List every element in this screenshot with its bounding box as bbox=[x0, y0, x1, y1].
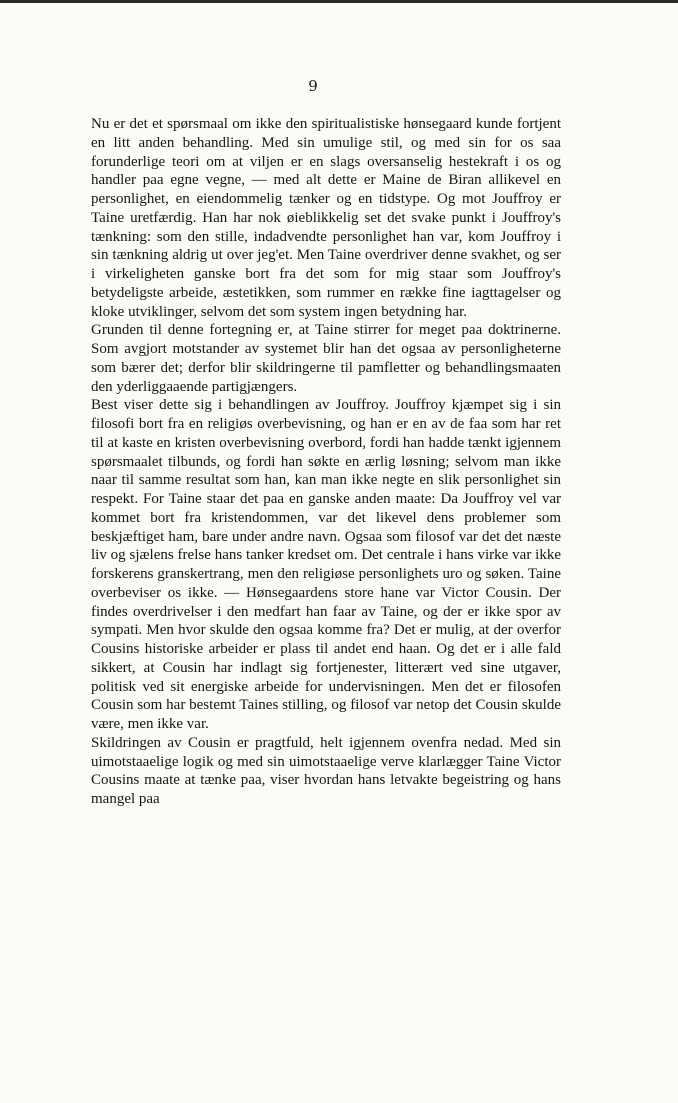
body-text bbox=[91, 115, 561, 809]
paragraph: Grunden til denne fortegning er, at Taine stirrer for meget paa doktrinerne. Som avgjort motstander av systemet blir han det ogsaa av personligheterne som bærer det; derfor blir skildringerne til pamfletter og behandlingsmaaten den yderliggaaende partigjængers. bbox=[91, 322, 561, 395]
paragraph: Best viser dette sig i behandlingen av Jouffroy. Jouffroy kjæmpet sig i sin filosofi bort fra en religiøs overbevisning, og han er en av de faa som har ret til at kaste en kristen overbevisning overbord, fordi han hadde tænkt igjennem spørsmaalet tilbunds, og fordi han søkte en ærlig løsning; selvom man ikke naar til samme resultat som han, kan man ikke negte en slik personlighet sin respekt. For Taine staar det paa en ganske anden maate: Da Jouffroy vel var kommet bort fra kristendommen, var det likevel dens problemer som beskjæftiget ham, bare under andre navn. Ogsaa som filosof var det det næste liv og sjælens frelse hans tanker kredset om. Det centrale i hans virke var ikke forskerens granskertrang, men den religiøse personlighets uro og søken. Taine overbeviser os ikke. — Hønsegaardens store hane var Victor Cousin. Der findes overdrivelser i den medfart han faar av Taine, og der er ikke spor av sympati. Men hvor skulde den ogsaa komme fra? Det er mulig, at der overfor Cousins historiske arbeider er plass til andet end haan. Og det er i alle fald sikkert, at Cousin har indlagt sig fortjenester, litterært ved sine utgaver, politisk ved sit energiske arbeide for undervisningen. Men det er filosofen Cousin som har bestemt Taines stilling, og filosof var netop det Cousin skulde være, men ikke var. bbox=[91, 397, 561, 732]
paragraph: Nu er det et spørsmaal om ikke den spiritualistiske hønsegaard kunde fortjent en litt anden behandling. Med sin umulige stil, og med sin for os saa forunderlige teori om at viljen er en slags oversanselig hestekraft i os og handler paa egne vegne, — med alt dette er Maine de Biran allikevel en personlighet, en eiendommelig tænker og en tidstype. Og mot Jouffroy er Taine uretfærdig. Han har nok øieblikkelig set det svake punkt i Jouffroy's tænkning: som den stille, indadvendte personlighet han var, kom Jouffroy i sin tænkning aldrig ut over jeg'et. Men Taine overdriver denne svakhet, og ser i virkeligheten ganske bort fra det som for mig staar som Jouffroy's betydeligste arbeide, æstetikken, som rummer en række fine iagttagelser og kloke utviklinger, selvom det som system ingen betydning har. bbox=[91, 116, 561, 320]
paragraph: Skildringen av Cousin er pragtfuld, helt igjennem ovenfra nedad. Med sin uimotstaaelige logik og med sin uimotstaaelige verve klarlægger Taine Victor Cousins maate at tænke paa, viser hvordan hans letvakte begeistring og hans mangel paa bbox=[91, 734, 561, 807]
page-number: 9 bbox=[308, 77, 318, 95]
